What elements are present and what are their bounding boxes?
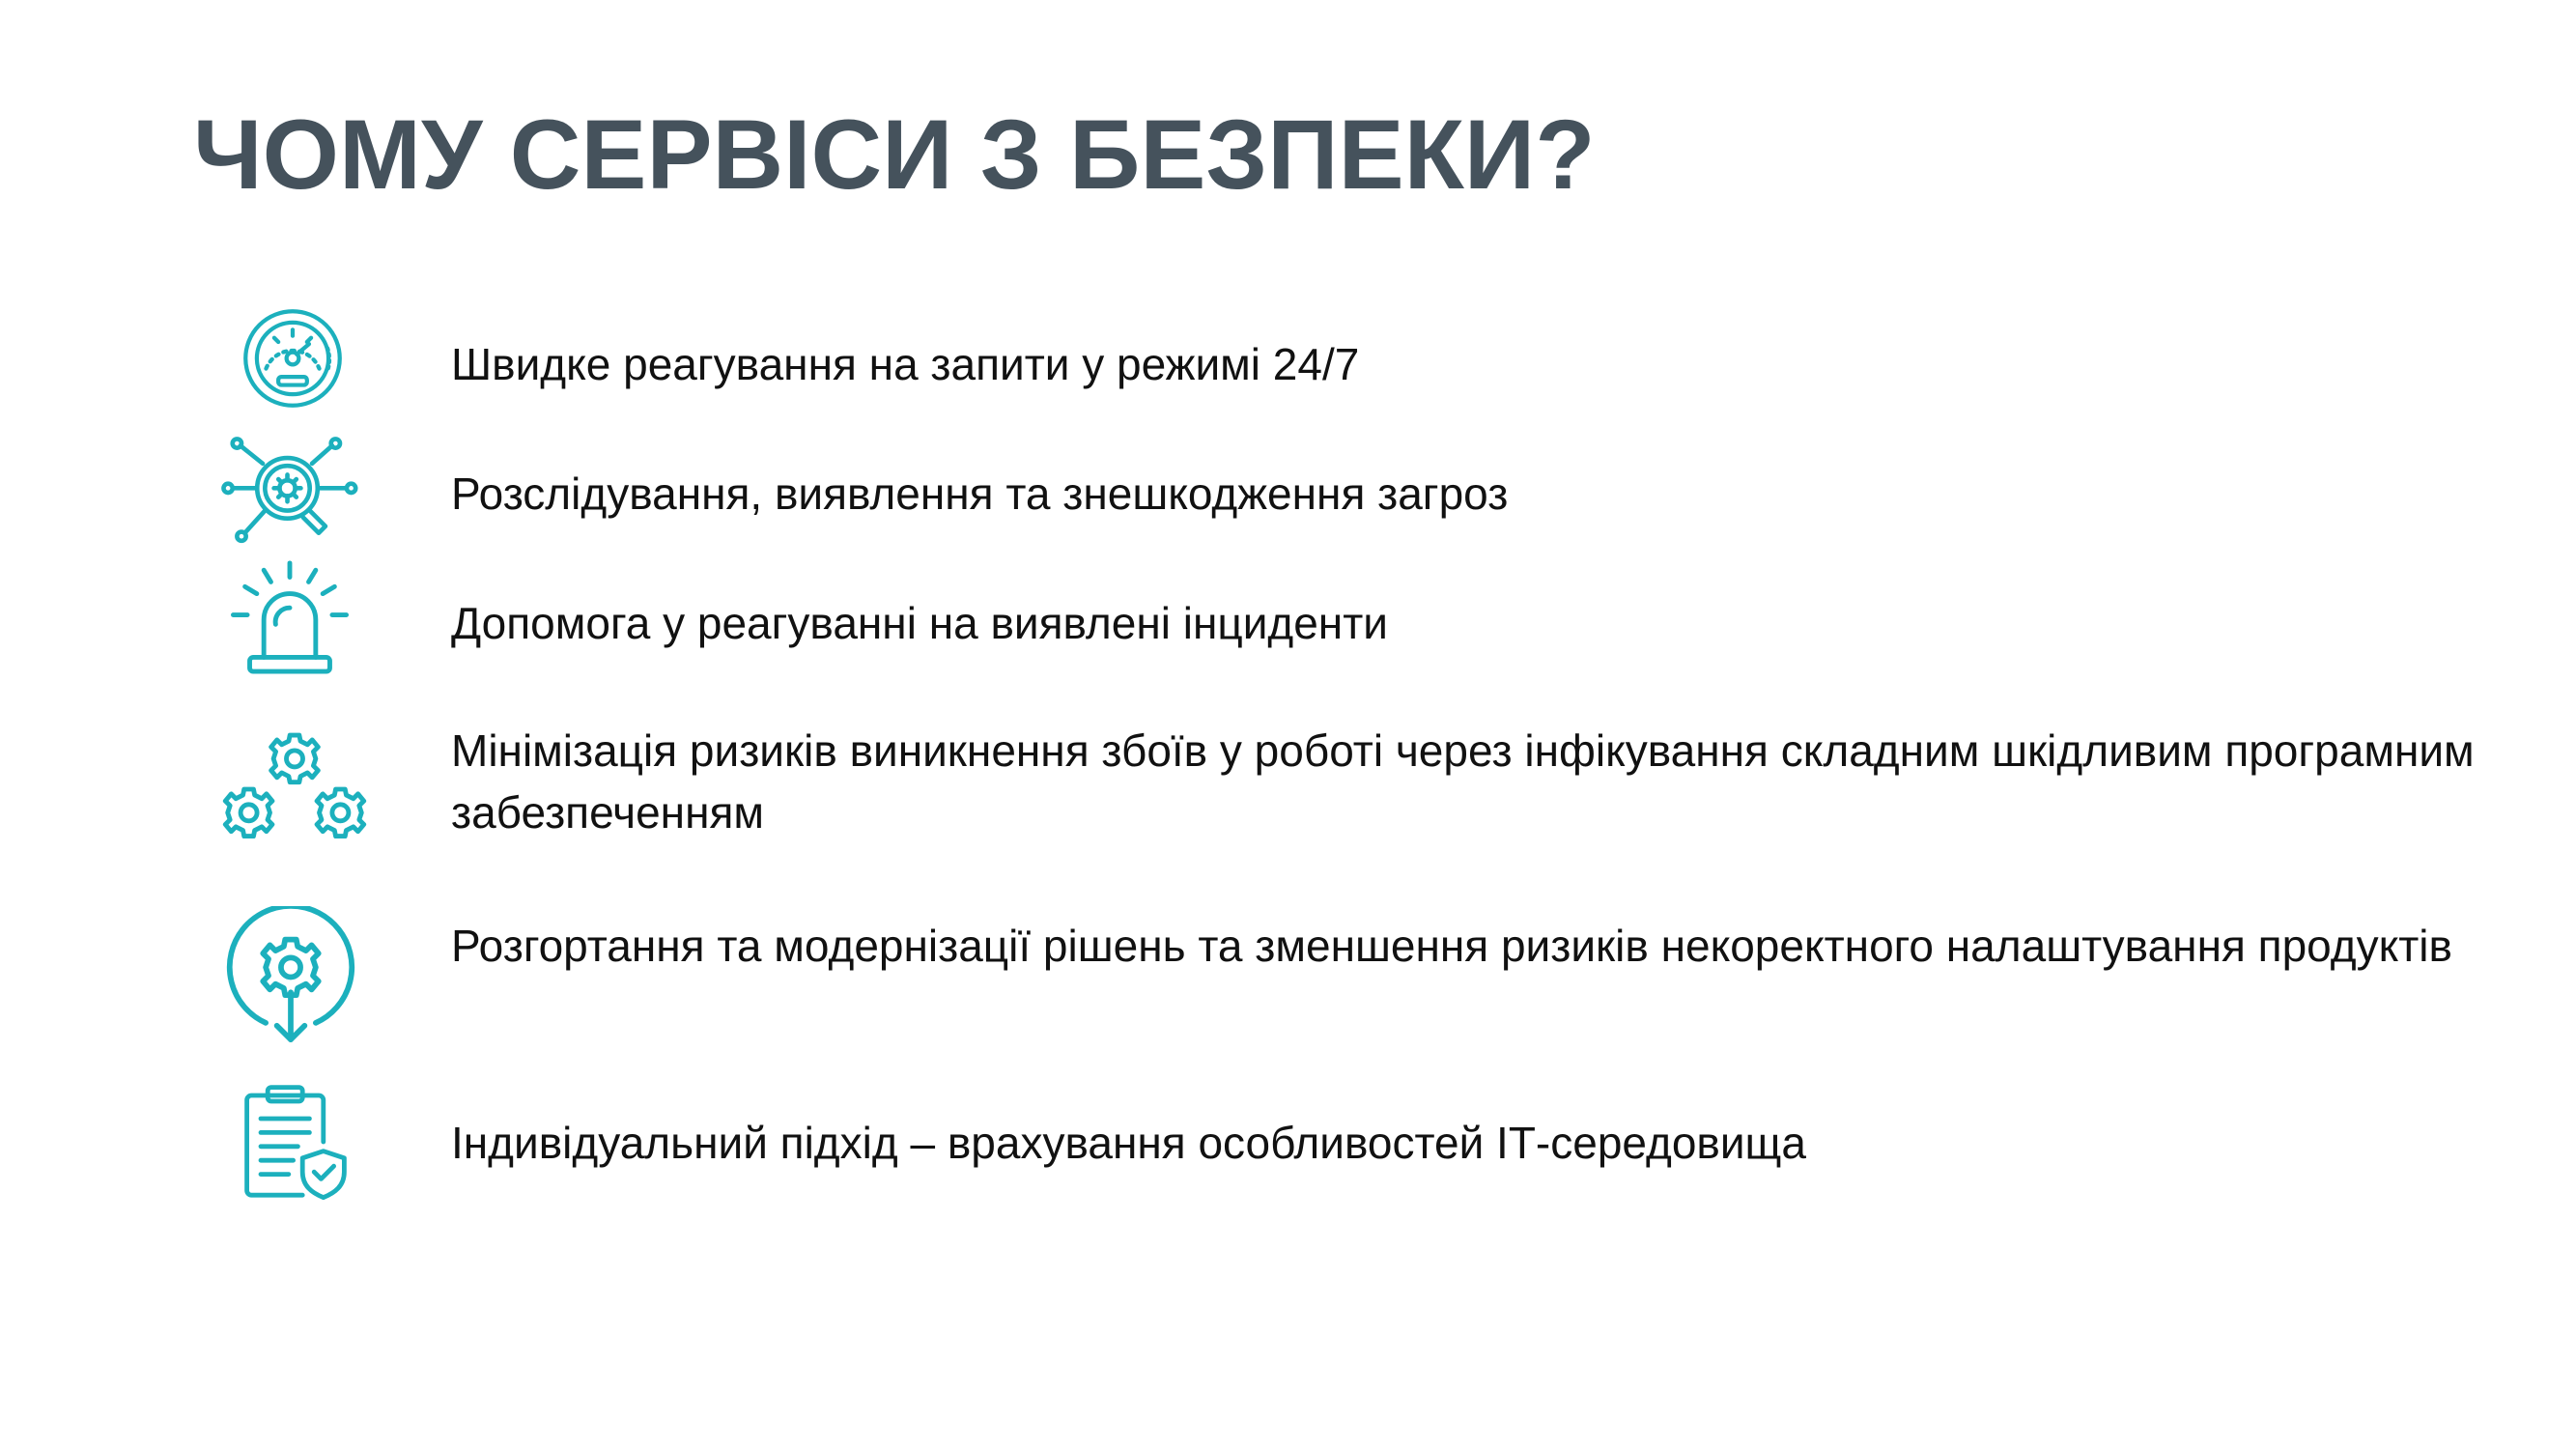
virus-search-icon bbox=[220, 437, 361, 549]
clipboard-shield-icon bbox=[241, 1084, 350, 1200]
gears-icon bbox=[218, 730, 371, 848]
list-item-text: Швидке реагування на запити у режимі 24/7 bbox=[451, 339, 1360, 389]
list-item-text: Розгортання та модернізації рішень та зменшення ризиків некоректного налаштування продуктів bbox=[451, 921, 2452, 971]
alarm-siren-icon bbox=[228, 558, 352, 676]
list-item-text: Індивідуальний підхід – врахування особливостей ІТ-середовища bbox=[451, 1118, 1806, 1168]
list-item-text: Допомога у реагуванні на виявлені інциденти bbox=[451, 598, 1388, 648]
gear-deploy-icon bbox=[224, 906, 357, 1045]
speedometer-icon bbox=[241, 307, 344, 410]
page-title: ЧОМУ СЕРВІСИ З БЕЗПЕКИ? bbox=[193, 99, 1596, 210]
list-item-text: Мінімізація ризиків виникнення збоїв у роботі через інфікування складним шкідливим програмним забезпеченням bbox=[451, 725, 2475, 838]
list-item-text: Розслідування, виявлення та знешкодження загроз bbox=[451, 469, 1509, 519]
